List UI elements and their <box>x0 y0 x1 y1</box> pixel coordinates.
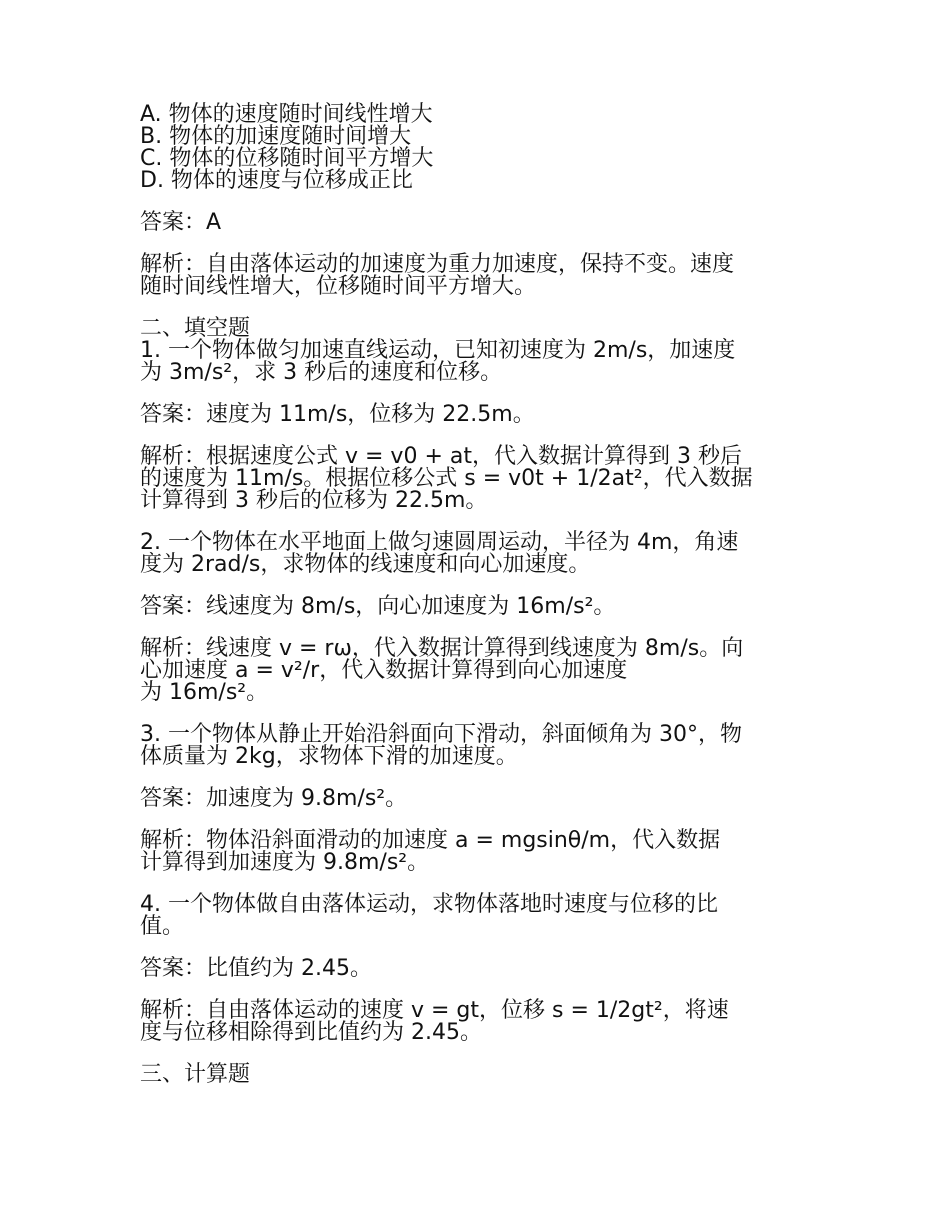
question-2 <box>140 532 820 576</box>
question-line: 3. 一个物体从静止开始沿斜面向下滑动，斜面倾角为 30°，物 <box>140 722 742 747</box>
question-line: 值。 <box>140 914 185 939</box>
option-a: A. 物体的速度随时间线性增大 <box>140 102 433 127</box>
analysis-q3 <box>140 830 820 874</box>
analysis-q4 <box>140 1000 820 1044</box>
analysis-line: 为 16m/s²。 <box>140 680 269 705</box>
analysis-line: 计算得到加速度为 9.8m/s²。 <box>140 850 430 875</box>
question-line: 4. 一个物体做自由落体运动，求物体落地时速度与位移的比 <box>140 892 718 917</box>
analysis-line: 解析：线速度 v = rω，代入数据计算得到线速度为 8m/s。向 <box>140 636 744 661</box>
question-line: 为 3m/s²，求 3 秒后的速度和位移。 <box>140 360 503 385</box>
question-line: 体质量为 2kg，求物体下滑的加速度。 <box>140 744 518 769</box>
option-c: C. 物体的位移随时间平方增大 <box>140 146 434 171</box>
answer-q0: 答案：A <box>140 210 222 235</box>
analysis-line: 计算得到 3 秒后的位移为 22.5m。 <box>140 488 488 513</box>
option-b: B. 物体的加速度随时间增大 <box>140 124 412 149</box>
question-3 <box>140 724 820 768</box>
question-line: 2. 一个物体在水平地面上做匀速圆周运动，半径为 4m，角速 <box>140 530 739 555</box>
analysis-line: 解析：自由落体运动的速度 v = gt，位移 s = 1/2gt²，将速 <box>140 998 729 1023</box>
question-1 <box>140 340 820 384</box>
section-title-fill-in: 二、填空题 <box>140 316 251 341</box>
document-page <box>140 104 820 1086</box>
analysis-line: 解析：自由落体运动的加速度为重力加速度，保持不变。速度 <box>140 252 735 277</box>
analysis-line: 解析：根据速度公式 v = v0 + at，代入数据计算得到 3 秒后 <box>140 444 742 469</box>
answer-q3: 答案：加速度为 9.8m/s²。 <box>140 786 408 811</box>
answer-q2: 答案：线速度为 8m/s，向心加速度为 16m/s²。 <box>140 594 616 619</box>
section-title-calculation: 三、计算题 <box>140 1062 251 1087</box>
analysis-line: 随时间线性增大，位移随时间平方增大。 <box>140 274 537 299</box>
analysis-line: 度与位移相除得到比值约为 2.45。 <box>140 1020 482 1045</box>
analysis-line: 心加速度 a = v²/r，代入数据计算得到向心加速度 <box>140 658 628 683</box>
answer-q4: 答案：比值约为 2.45。 <box>140 956 372 981</box>
analysis-q0 <box>140 254 820 298</box>
analysis-line: 解析：物体沿斜面滑动的加速度 a = mgsinθ/m，代入数据 <box>140 828 721 853</box>
analysis-line: 的速度为 11m/s。根据位移公式 s = v0t + 1/2at²，代入数据 <box>140 466 753 491</box>
answer-q1: 答案：速度为 11m/s，位移为 22.5m。 <box>140 402 535 427</box>
analysis-q1 <box>140 446 820 512</box>
question-line: 度为 2rad/s，求物体的线速度和向心加速度。 <box>140 552 591 577</box>
analysis-q2 <box>140 638 820 704</box>
question-line: 1. 一个物体做匀加速直线运动，已知初速度为 2m/s，加速度 <box>140 338 736 363</box>
choice-options <box>140 104 820 192</box>
question-4 <box>140 894 820 938</box>
option-d: D. 物体的速度与位移成正比 <box>140 168 413 193</box>
